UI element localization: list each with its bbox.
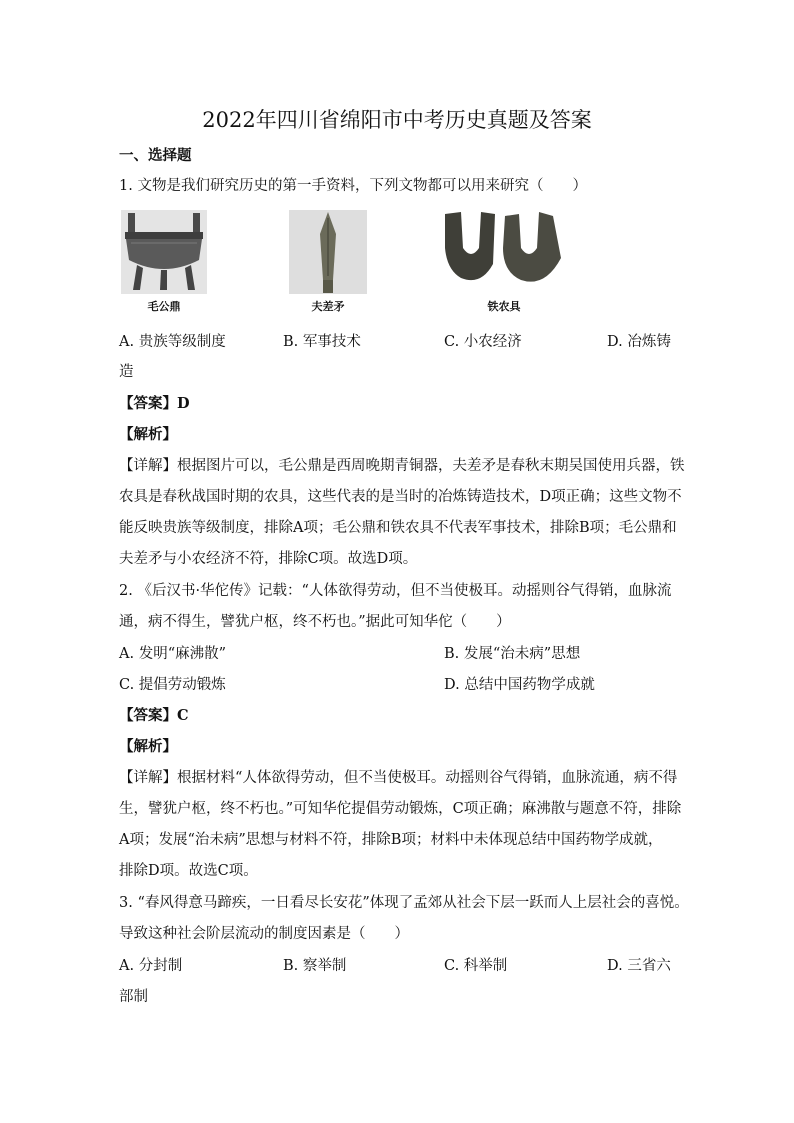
q1-detail-line: 【详解】根据图片可以，毛公鼎是西周晚期青铜器，夫差矛是春秋末期吴国使用兵器，铁 [119,458,685,474]
q2-option-b: B. 发展“治未病”思想 [444,646,581,662]
caption-fuchai-spear: 夫差矛 [311,300,345,313]
q2-detail-line: A项；发展“治未病”思想与材料不符，排除B项；材料中未体现总结中国药物学成就， [119,832,663,848]
page-title: 2022年四川省绵阳市中考历史真题及答案 [202,108,592,132]
q1-detail-line: 能反映贵族等级制度，排除A项；毛公鼎和铁农具不代表军事技术，排除B项；毛公鼎和 [119,520,677,536]
maogong-ding-image [121,210,207,294]
q3-option-a: A. 分封制 [119,958,183,974]
q2-analysis-label: 【解析】 [119,738,177,755]
q3-option-d-wrap: 部制 [119,989,148,1005]
q1-option-d-wrap: 造 [119,364,134,380]
q2-detail-line: 排除D项。故选C项。 [119,863,258,879]
q2-detail-line: 【详解】根据材料“人体欲得劳动，但不当使极耳。动摇则谷气得销，血脉流通，病不得 [119,770,678,786]
q3-option-b: B. 察举制 [283,958,347,974]
section-heading: 一、选择题 [119,147,192,164]
q3-stem-line: 导致这种社会阶层流动的制度因素是（ ） [119,926,409,942]
q1-detail-line: 农具是春秋战国时期的农具，这些代表的是当时的冶炼铸造技术，D项正确；这些文物不 [119,489,682,505]
q2-option-a: A. 发明“麻沸散” [119,646,227,662]
q2-stem-line: 2. 《后汉书·华佗传》记载：“人体欲得劳动，但不当使极耳。动摇则谷气得销，血脉流 [119,583,672,599]
fuchai-spear-image [289,210,367,294]
q3-option-d: D. 三省六 [607,958,671,974]
caption-iron-tools: 铁农具 [487,300,521,313]
q1-option-a: A. 贵族等级制度 [119,334,226,350]
q1-detail-line: 夫差矛与小农经济不符，排除C项。故选D项。 [119,551,418,567]
q2-answer: 【答案】C [119,707,189,724]
q3-option-c: C. 科举制 [444,958,508,974]
q2-stem-line: 通，病不得生，譬犹户枢，终不朽也。”据此可知华佗（ ） [119,614,511,630]
q1-option-b: B. 军事技术 [283,334,361,350]
q1-option-c: C. 小农经济 [444,334,522,350]
q3-stem-line: 3. “春风得意马蹄疾，一日看尽长安花”体现了孟郊从社会下层一跃而人上层社会的喜悦。 [119,895,689,911]
iron-farm-tools-image [441,208,567,294]
q2-option-d: D. 总结中国药物学成就 [444,677,595,693]
caption-maogong-ding: 毛公鼎 [147,300,181,313]
q1-stem: 1. 文物是我们研究历史的第一手资料，下列文物都可以用来研究（ ） [119,178,587,194]
q1-answer: 【答案】D [119,395,190,412]
q2-option-c: C. 提倡劳动锻炼 [119,677,226,693]
q2-detail-line: 生，譬犹户枢，终不朽也。”可知华佗提倡劳动锻炼，C项正确；麻沸散与题意不符，排除 [119,801,682,817]
q1-option-d: D. 冶炼铸 [607,334,671,350]
q1-analysis-label: 【解析】 [119,426,177,443]
